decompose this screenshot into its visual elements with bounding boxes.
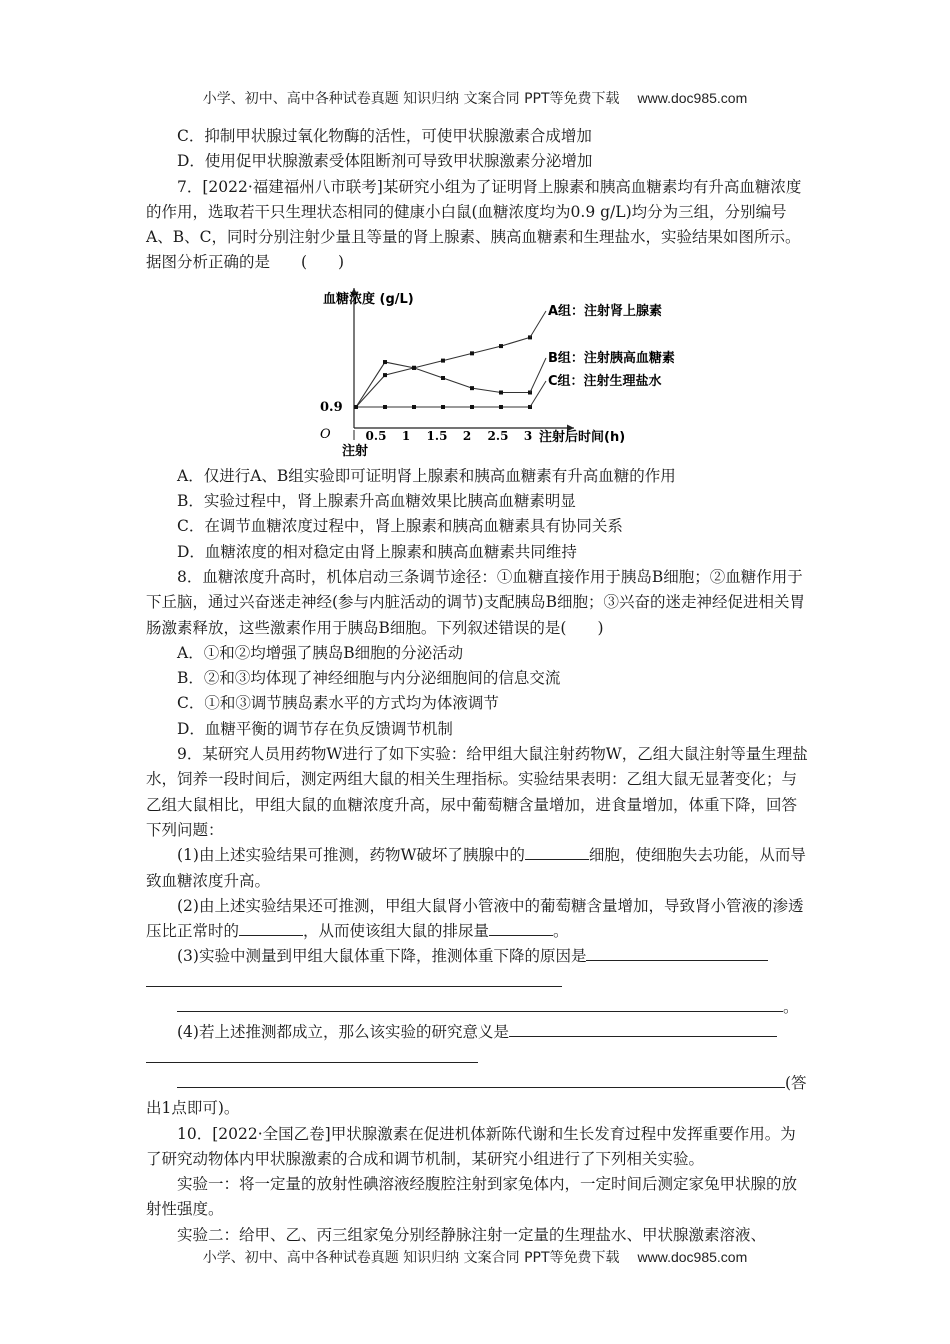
header-text: 小学、初中、高中各种试卷真题 知识归纳 文案合同 PPT等免费下载 [202, 91, 620, 107]
q8-option-b: B．②和③均体现了神经细胞与内分泌细胞间的信息交流 [177, 669, 561, 688]
q9-stem: 9．某研究人员用药物W进行了如下实验：给甲组大鼠注射药物W，乙组大鼠注射等量生理盐水，饲养一段时间后，测定两组大鼠的相关生理指标。实验结果表明：乙组大鼠无显著变化；与乙组大鼠相比，甲组大鼠的血糖浓度升高，尿中葡萄糖含量增加，进食量增加，体重下降，回答下列问题： [146, 745, 808, 839]
series-connector-c [530, 381, 546, 407]
q10-experiment-2: 实验二：给甲、乙、丙三组家兔分别经静脉注射一定量的生理盐水、甲状腺激素溶液、 [177, 1225, 767, 1244]
answer-blank-6[interactable] [177, 995, 783, 1012]
data-point-c-1 [383, 405, 387, 409]
q9-sub4-end: (答出1点即可)。 [146, 1073, 807, 1118]
answer-blank-3[interactable] [489, 919, 553, 936]
data-point-c-4 [470, 405, 474, 409]
answer-blank-9[interactable] [177, 1071, 785, 1088]
y-tick-label: 0.9 [320, 399, 343, 415]
q7-option-c: C．在调节血糖浓度过程中，肾上腺素和胰高血糖素具有协同关系 [177, 517, 623, 536]
answer-blank-5[interactable] [146, 970, 562, 987]
series-connector-b [530, 358, 546, 393]
answer-blank-8[interactable] [146, 1046, 478, 1063]
q10-experiment-1: 实验一：将一定量的放射性碘溶液经腹腔注射到家兔体内，一定时间后测定家兔甲状腺的放射性强度。 [146, 1175, 798, 1219]
q7-option-a: A．仅进行A、B组实验即可证明肾上腺素和胰高血糖素有升高血糖的作用 [177, 466, 676, 485]
q9-sub4-line2 [146, 1046, 808, 1071]
q8-stem: 8．血糖浓度升高时，机体启动三条调节途径：①血糖直接作用于胰岛B细胞；②血糖作用于下丘脑，通过兴奋迷走神经(参与内脏活动的调节)支配胰岛B细胞；③兴奋的迷走神经促进相关胃肠激素释放，这些激素作用于胰岛B细胞。下列叙述错误的是( ) [146, 567, 805, 637]
legend-series-a: A组：注射肾上腺素 [548, 303, 663, 319]
q9-sub4-line3 [146, 1071, 808, 1122]
q6-option-c: C．抑制甲状腺过氧化物酶的活性，可使甲状腺激素合成增加 [177, 127, 592, 145]
series-line-a [356, 337, 530, 407]
q9-sub3-text: (3)实验中测量到甲组大鼠体重下降，推测体重下降的原因是 [177, 947, 587, 966]
answer-blank-4[interactable] [586, 944, 768, 961]
series-line-b [356, 362, 530, 407]
q9-sub3-end: 。 [783, 998, 799, 1017]
x-tick-label-3: 3 [523, 428, 533, 443]
x-tick-label-1.5: 1.5 [426, 428, 448, 443]
q9-sub4-text: (4)若上述推测都成立，那么该实验的研究意义是 [177, 1023, 509, 1042]
q7-option-d: D．血糖浓度的相对稳定由肾上腺素和胰高血糖素共同维持 [177, 542, 577, 561]
q9-sub1 [146, 843, 808, 894]
header-site[interactable]: www.doc985.com [637, 90, 748, 106]
q9-sub4 [146, 1020, 808, 1045]
data-point-a-3 [441, 358, 445, 362]
page-footer [0, 1247, 950, 1267]
page-content [146, 124, 808, 1248]
data-point-b-5 [499, 390, 503, 394]
page-header [0, 88, 950, 108]
q9-sub2-text-c: 。 [553, 922, 569, 941]
footer-site[interactable]: www.doc985.com [637, 1249, 748, 1265]
q9-sub2 [146, 894, 808, 945]
series-connector-a [530, 311, 546, 337]
q8-option-c: C．①和③调节胰岛素水平的方式均为体液调节 [177, 694, 499, 713]
data-point-b-3 [441, 376, 445, 380]
q9-sub2-text-a: (2)由上述实验结果还可推测，甲组大鼠肾小管液中的葡萄糖含量增加，导致肾小管液的渗透压比正常时的 [146, 896, 804, 941]
footer-text: 小学、初中、高中各种试卷真题 知识归纳 文案合同 PPT等免费下载 [202, 1250, 620, 1266]
data-point-c-5 [499, 405, 503, 409]
answer-blank-2[interactable] [239, 919, 303, 936]
q8-option-d: D．血糖平衡的调节存在负反馈调节机制 [177, 719, 453, 738]
y-axis-label: 血糖浓度 (g/L) [323, 291, 414, 307]
origin-label: O [320, 426, 331, 442]
q8-option-a: A．①和②均增强了胰岛B细胞的分泌活动 [177, 643, 464, 662]
blood-glucose-chart [306, 280, 686, 458]
data-point-c-2 [412, 405, 416, 409]
x-tick-label-2.5: 2.5 [487, 428, 509, 443]
q9-sub1-text-a: (1)由上述实验结果可推测，药物W破坏了胰腺中的 [177, 846, 525, 865]
q7-option-b: B．实验过程中，肾上腺素升高血糖效果比胰高血糖素明显 [177, 492, 576, 511]
q7-chart [146, 280, 808, 458]
data-point-a-5 [499, 344, 503, 348]
data-point-a-1 [383, 373, 387, 377]
answer-blank-7[interactable] [509, 1020, 777, 1037]
q7-stem: 7．[2022·福建福州八市联考]某研究小组为了证明肾上腺素和胰高血糖素均有升高血糖浓度的作用，选取若干只生理状态相同的健康小白鼠(血糖浓度均为0.9 g/L)均分为三组，分别编号A、B、C，同时分别注射少量且等量的肾上腺素、胰高血糖素和生理盐水，实验结果如图所示。据图分析正确的是 ( ) [146, 177, 802, 272]
data-point-c-0 [354, 405, 358, 409]
q6-option-d: D．使用促甲状腺激素受体阻断剂可导致甲状腺激素分泌增加 [177, 152, 593, 171]
x-start-label: 注射 [341, 443, 369, 458]
q9-sub3-line3 [146, 995, 808, 1020]
x-axis-label: 注射后时间(h) [539, 429, 626, 445]
data-point-b-1 [383, 360, 387, 364]
data-point-a-4 [470, 351, 474, 355]
legend-series-b: B组：注射胰高血糖素 [548, 350, 675, 366]
q10-stem: 10．[2022·全国乙卷]甲状腺激素在促进机体新陈代谢和生长发育过程中发挥重要作用。为了研究动物体内甲状腺激素的合成和调节机制，某研究小组进行了下列相关实验。 [146, 1124, 796, 1168]
q9-sub3-line2 [146, 970, 808, 995]
answer-blank-1[interactable] [525, 843, 589, 860]
q9-sub1-text-b: 细胞，使细胞失去功能，从而导致血糖浓度升高。 [146, 846, 806, 890]
data-point-c-3 [441, 405, 445, 409]
x-tick-label-1: 1 [401, 428, 411, 443]
x-tick-label-0.5: 0.5 [365, 428, 387, 443]
x-tick-label-2: 2 [462, 428, 472, 443]
data-point-b-2 [412, 366, 416, 370]
data-point-b-4 [470, 386, 474, 390]
q9-sub2-text-b: ，从而使该组大鼠的排尿量 [303, 922, 490, 941]
legend-series-c: C组：注射生理盐水 [548, 373, 662, 389]
q9-sub3 [146, 944, 808, 969]
